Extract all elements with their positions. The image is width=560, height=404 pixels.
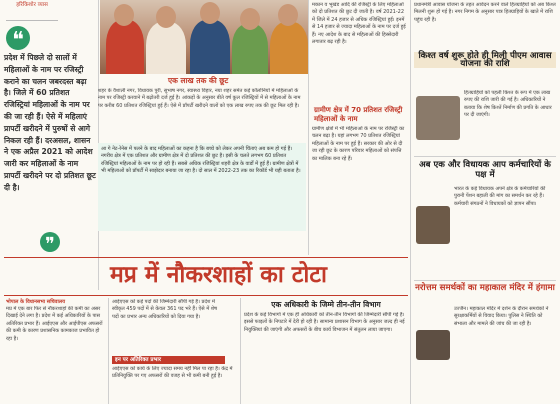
headline-mahakal: नरोत्तम समर्थकों का महाकाल मंदिर में हंगामा bbox=[415, 283, 555, 293]
article-body-top: शहर के वैशाली नगर, विधायक पुरी, सुभाष नगर, स्वास्थ्य विहार, नया शहर समेत कई कॉलोनियों में महिलाओं के नाम पर रजिस्ट्री करवाने में बढ़ोतरी दर्ज हुई है। आंकड़ों के अनुसार बीते वर्ष कुल रजिस्ट्रियों में से महिलाओं के नाम पर करीब 60 प्रतिशत रजिस्ट्रियां हुई हैं। ऐसे में प्रॉपर्टी खरीदने वालों को एक लाख रुपए तक की छूट मिल रही है। bbox=[98, 88, 301, 109]
pull-quote: प्रदेश में पिछले दो सालों में महिलाओं के नाम पर रजिस्ट्री कराने का चलन जबरदस्त बढ़ा है। जिले में 60 प्रतिशत रजिस्ट्रियां महिलाओं के नाम पर की जा रही हैं। ऐसे में महिलाएं प्रापर्टी खरीदने में पुरुषों से आगे निकल रही हैं। दरअसल, शासन ने एक अप्रैल 2021 को आदेश जारी कर महिलाओं के नाम प्रापर्टी खरीदने पर दो प्रतिशत छूट दी है। bbox=[4, 53, 96, 192]
article-body-rural: ग्रामीण क्षेत्रों में भी महिलाओं के नाम पर रजिस्ट्री का चलन बढ़ा है। यहां लगभग 70 प्रतिशत रजिस्ट्रियां महिलाओं के नाम पर हुई हैं। सरकार की ओर से दी जा रही छूट के कारण परिवार महिलाओं को संपत्ति का मालिक बना रहे हैं। bbox=[312, 126, 405, 162]
highlight-box bbox=[98, 143, 306, 231]
article-body-right: मकान व भूखंड आदि की रजिस्ट्री के लिए महिलाओं को दो प्रतिशत की छूट दी जाती है। वर्ष 2021-22 में जिले में 24 हजार से अधिक रजिस्ट्रियां हुईं। इनमें से 14 हजार से ज्यादा महिलाओं के नाम पर दर्ज हुई हैं। नए आदेश के बाद से महिलाओं की हिस्सेदारी लगातार बढ़ रही है। bbox=[312, 2, 406, 46]
subheading-extra-charge: इन पर अतिरिक्त प्रभार bbox=[112, 356, 225, 364]
pm-awas-intro: प्रधानमंत्री आवास योजना के तहत आवेदन करने वाले हितग्राहियों को अब किश्त मिलनी शुरू हो गई है। नगर निगम के अनुसार पात्र हितग्राहियों के खाते में राशि पहुंच रही है। bbox=[414, 2, 556, 23]
author-label: हरिकिशोर व्यास bbox=[6, 0, 58, 21]
open-quote-icon: ❝ bbox=[6, 26, 30, 50]
mla-body: भारत के कई विधायक अपने क्षेत्र के कर्मचारियों की पुरानी पेंशन बहाली की मांग का समर्थन कर रहे हैं। कर्मचारी संगठनों ने विधायकों को ज्ञापन सौंपा। bbox=[454, 186, 546, 207]
portrait-photo bbox=[416, 206, 450, 244]
article-body-col2b: आईएएस को कार्य के लिए ज्यादा समय नहीं मिल पा रहा है। केंद्र में प्रतिनियुक्ति पर गए अफसरों की वजह से भी कमी बनी हुई है। bbox=[112, 366, 233, 380]
news-photo bbox=[100, 0, 308, 74]
portrait-photo bbox=[416, 330, 450, 360]
subheading-three-departments: एक अधिकारी के जिम्मे तीन-तीन विभाग bbox=[271, 300, 381, 309]
article-body-col2: आईएएस को कई पदों की जिम्मेदारी सौंपी गई है। प्रदेश में स्वीकृत 459 पदों में से केवल 361 पद भरे हैं। ऐसे में शेष पदों का प्रभार अन्य अधिकारियों को दिया गया है। bbox=[112, 299, 218, 320]
mahakal-body: उज्जैन। महाकाल मंदिर में दर्शन के दौरान समर्थकों ने सुरक्षाकर्मियों से विवाद किया। पुलिस ने स्थिति को संभाला और मामले की जांच की जा रही है। bbox=[454, 306, 549, 327]
highlight-text: आ गे नेट-रेनेस में पलने के बाद महिलाओं का कहना है कि बच्चे को लेकर अपनी चिंताएं अब कम हो गई हैं। नगरीय क्षेत्र में एक प्रतिशत और ग्रामीण क्षेत्र में दो प्रतिशत की छूट है। इसी के चलते लगभग 60 प्रतिशत रजिस्ट्रियां महिलाओं के नाम पर हो रही हैं। सबसे अधिक रजिस्ट्रियां शहरी क्षेत्र के वार्डों में हुई हैं। ग्रामीण क्षेत्रों में भी महिलाओं को प्रॉपर्टी में साझेदार बनाया जा रहा है। दो साल में 2022-23 तक का रिकॉर्ड भी यही बताता है। bbox=[101, 146, 301, 175]
article-body-col3: प्रदेश के कई विभागों में एक ही अधिकारी को तीन-तीन विभागों की जिम्मेदारी सौंपी गई है। इससे फाइलों के निपटारे में देरी हो रही है। सामान्य प्रशासन विभाग के अनुसार जल्द ही नई नियुक्तियां की जाएंगी और अफसरों के बीच कार्य विभाजन में संतुलन लाया जाएगा। bbox=[244, 312, 405, 333]
subheading-rural: ग्रामीण क्षेत्र में 70 प्रतिशत रजिस्ट्री महिलाओं के नाम bbox=[314, 106, 403, 123]
close-quote-icon: ❞ bbox=[40, 232, 60, 252]
article-body-col1: मप्र में एक बार फिर से नौकरशाहों की कमी का असर दिखाई देने लगा है। प्रदेश में कई अधिकारियों के पास अतिरिक्त प्रभार हैं। आईएएस और आईपीएस अफसरों की कमी के कारण प्रशासनिक कामकाज प्रभावित हो रहा है। bbox=[6, 306, 103, 342]
byline: भोपाल के विधानसभा सचिवालय bbox=[6, 299, 66, 305]
pm-awas-body: हितग्राहियों को पहली किश्त के रूप में एक लाख रुपए की राशि जारी की गई है। अधिकारियों ने बताया कि शेष किश्तें निर्माण की प्रगति के आधार पर दी जाएंगी। bbox=[464, 90, 552, 119]
photo-caption: एक लाख तक की छूट bbox=[168, 76, 229, 85]
headline-mla: अब एक और विधायक आप कर्मचारियों के पक्ष में bbox=[419, 160, 551, 180]
portrait-photo bbox=[416, 96, 460, 140]
main-headline: मप्र में नौकरशाहों का टोटा bbox=[110, 262, 327, 288]
headline-pm-awas: किश्त वर्ष शुरू होते ही मिली पीएम आवास योजना की राशि bbox=[414, 52, 556, 68]
